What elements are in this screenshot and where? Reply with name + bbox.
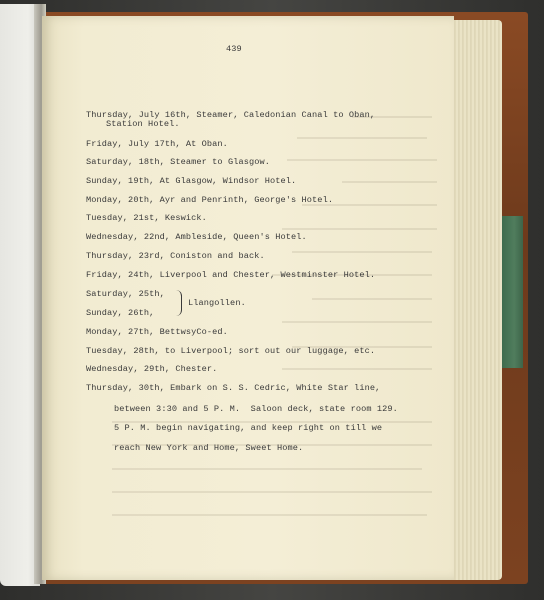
itinerary-line-15-cont-3: reach New York and Home, Sweet Home. xyxy=(114,443,304,453)
itinerary-line-15-cont-2: 5 P. M. begin navigating, and keep right on till we xyxy=(114,423,383,433)
itinerary-line-1: Thursday, July 16th, Steamer, Caledonian Canal to Oban, xyxy=(86,110,376,120)
itinerary-line-3: Saturday, 18th, Steamer to Glasgow. xyxy=(86,157,270,167)
itinerary-line-7: Wednesday, 22nd, Ambleside, Queen's Hotel. xyxy=(86,232,307,242)
itinerary-line-15-cont-1: between 3:30 and 5 P. M. Saloon deck, state room 129. xyxy=(114,404,398,414)
itinerary-line-8: Thursday, 23rd, Coniston and back. xyxy=(86,251,265,261)
itinerary-line-2: Friday, July 17th, At Oban. xyxy=(86,139,228,149)
itinerary-line-6: Tuesday, 21st, Keswick. xyxy=(86,213,207,223)
grouping-brace xyxy=(173,290,182,316)
itinerary-line-11: Sunday, 26th, xyxy=(86,308,155,318)
page-number: 439 xyxy=(226,44,242,54)
itinerary-line-1-cont: Station Hotel. xyxy=(106,119,180,129)
itinerary-line-14: Wednesday, 29th, Chester. xyxy=(86,364,218,374)
itinerary-line-5: Monday, 20th, Ayr and Penrinth, George's Hotel. xyxy=(86,195,334,205)
itinerary-line-13: Tuesday, 28th, to Liverpool; sort out our luggage, etc. xyxy=(86,346,376,356)
itinerary-line-12: Monday, 27th, BettwsyCo-ed. xyxy=(86,327,228,337)
itinerary-line-10: Saturday, 25th, xyxy=(86,289,165,299)
itinerary-line-15: Thursday, 30th, Embark on S. S. Cedric, White Star line, xyxy=(86,383,381,393)
itinerary-line-4: Sunday, 19th, At Glasgow, Windsor Hotel. xyxy=(86,176,297,186)
itinerary-line-10-place: Llangollen. xyxy=(188,298,246,308)
page-edges xyxy=(452,20,502,580)
itinerary-line-9: Friday, 24th, Liverpool and Chester, Westminster Hotel. xyxy=(86,270,376,280)
cover-green-band xyxy=(501,216,523,368)
